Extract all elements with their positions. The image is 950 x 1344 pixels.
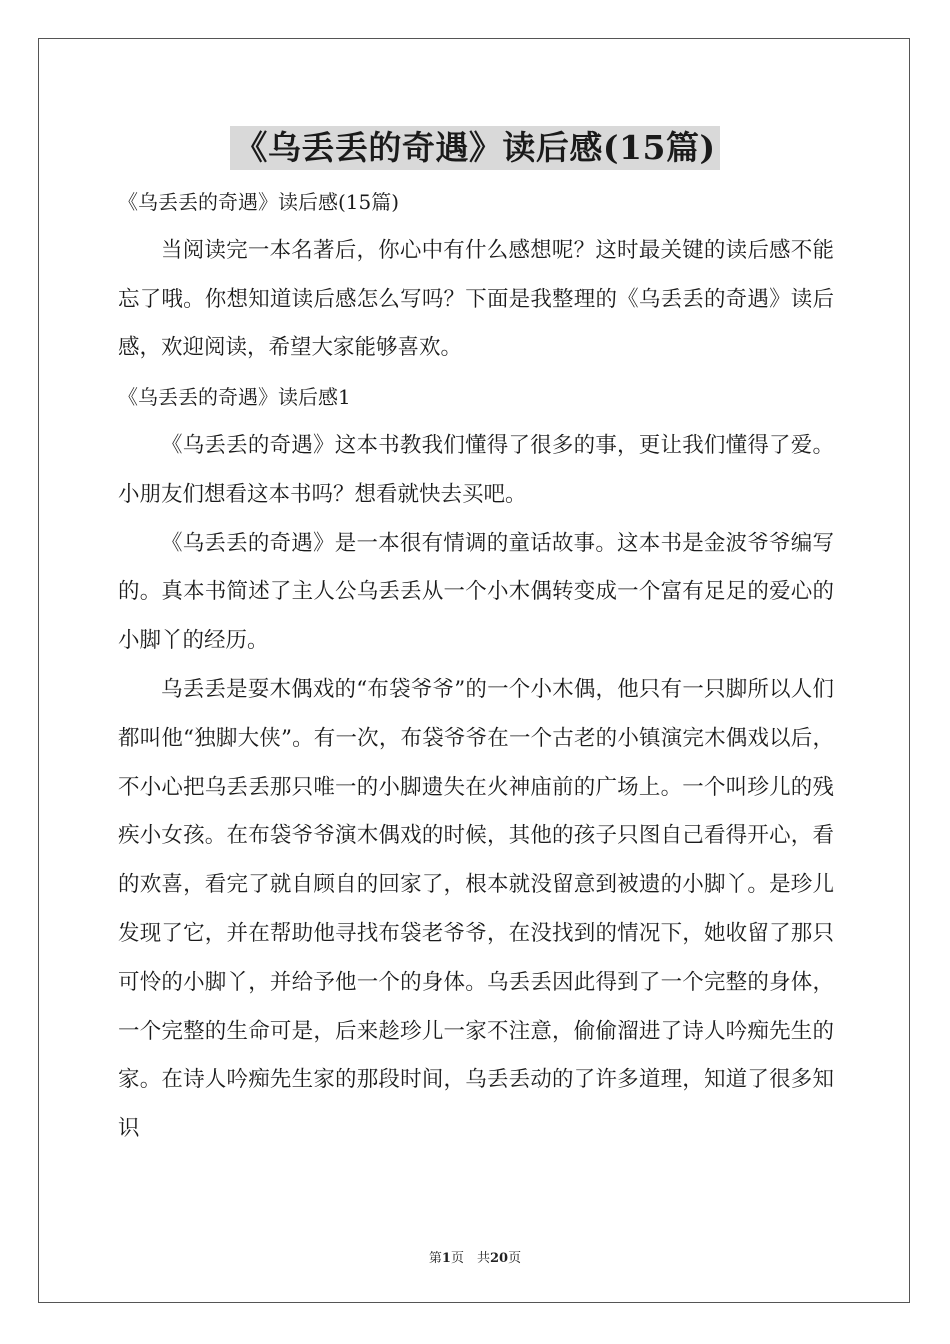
total-page-number: 20	[489, 1251, 509, 1266]
title-container	[0, 126, 950, 170]
section-heading-1: 《乌丢丢的奇遇》读后感1	[118, 385, 351, 410]
intro-paragraph: 当阅读完一本名著后，你心中有什么感想呢？这时最关键的读后感不能忘了哦。你想知道读后感怎么写吗？下面是我整理的《乌丢丢的奇遇》读后感，欢迎阅读，希望大家能够喜欢。	[118, 237, 834, 361]
page-footer	[0, 1247, 950, 1266]
subtitle-line: 《乌丢丢的奇遇》读后感(15篇)	[118, 190, 400, 214]
document-body	[118, 178, 834, 1154]
document-title: 《乌丢丢的奇遇》读后感(15篇)	[230, 126, 719, 170]
body-paragraph: 《乌丢丢的奇遇》这本书教我们懂得了很多的事，更让我们懂得了爱。小朋友们想看这本书吗？想看就快去买吧。	[118, 432, 834, 507]
page-label-suffix: 页	[508, 1251, 522, 1266]
page-label-mid: 页 共	[450, 1251, 490, 1266]
body-paragraph: 乌丢丢是耍木偶戏的“布袋爷爷”的一个小木偶，他只有一只脚所以人们都叫他“独脚大侠”。有一次，布袋爷爷在一个古老的小镇演完木偶戏以后，不小心把乌丢丢那只唯一的小脚遗失在火神庙前的广场上。一个叫珍儿的残疾小女孩。在布袋爷爷演木偶戏的时候，其他的孩子只图自己看得开心，看的欢喜，看完了就自顾自的回家了，根本就没留意到被遗的小脚丫。是珍儿发现了它，并在帮助他寻找布袋老爷爷，在没找到的情况下，她收留了那只可怜的小脚丫，并给予他一个的身体。乌丢丢因此得到了一个完整的身体，一个完整的生命可是，后来趁珍儿一家不注意，偷偷溜进了诗人吟痴先生的家。在诗人吟痴先生家的那段时间，乌丢丢动的了许多道理，知道了很多知识	[118, 676, 834, 1142]
body-paragraph: 《乌丢丢的奇遇》是一本很有情调的童话故事。这本书是金波爷爷编写的。真本书简述了主人公乌丢丢从一个小木偶转变成一个富有足足的爱心的小脚丫的经历。	[118, 530, 834, 654]
current-page-number: 1	[441, 1251, 451, 1266]
page-label-prefix: 第	[428, 1251, 442, 1266]
